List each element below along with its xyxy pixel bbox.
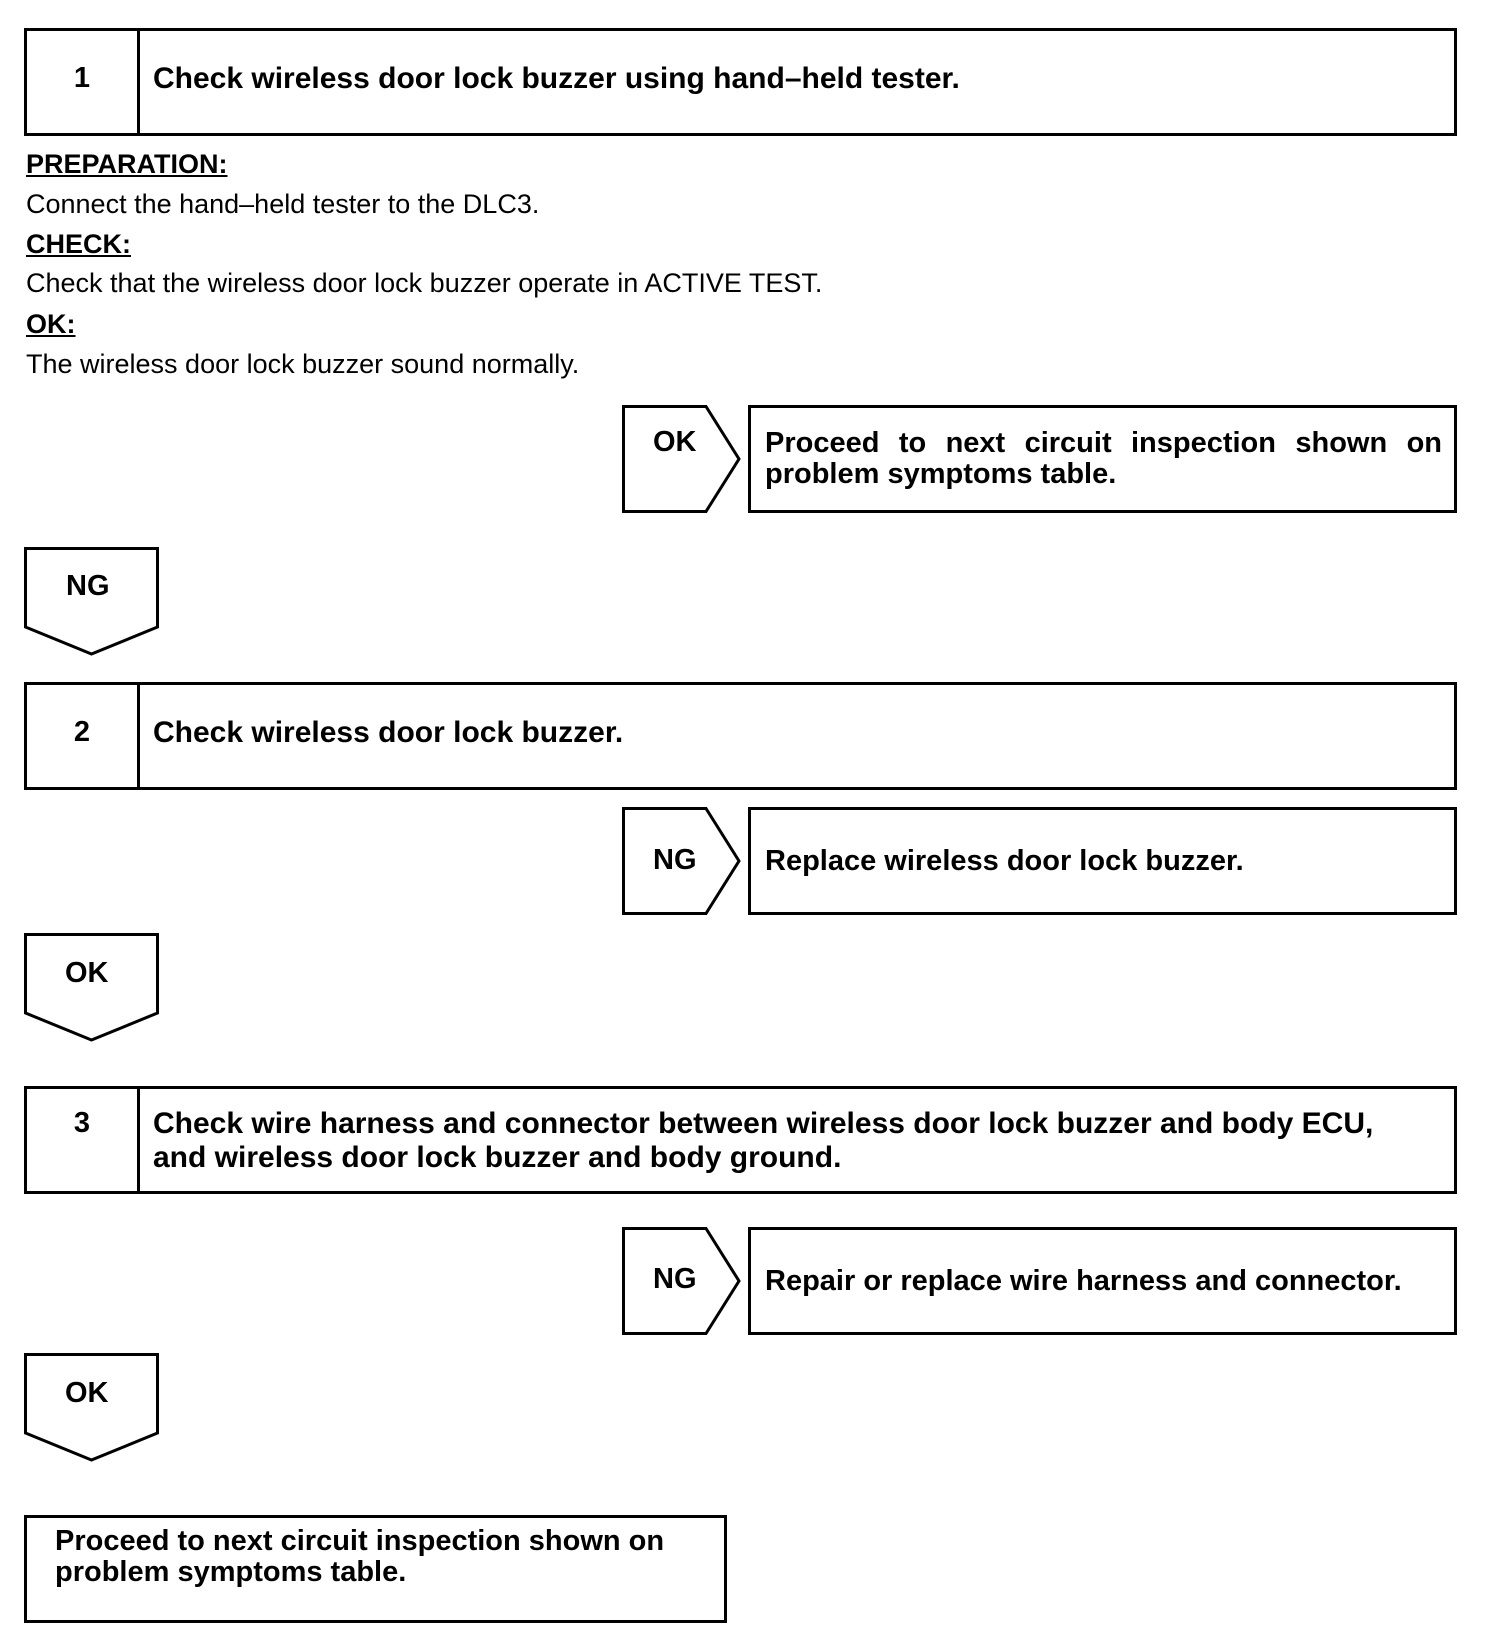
step-number: 2	[27, 685, 140, 787]
flow-label: NG	[66, 570, 110, 602]
step-2-box	[24, 682, 1457, 790]
flow-label: OK	[65, 957, 109, 989]
final-result-box: Proceed to next circuit inspection shown on problem symptoms table.	[24, 1515, 727, 1623]
step-3-box	[24, 1086, 1457, 1194]
check-text: Check that the wireless door lock buzzer operate in ACTIVE TEST.	[26, 268, 823, 298]
preparation-label: PREPARATION:	[26, 149, 228, 179]
branch-label: NG	[653, 844, 697, 876]
flow-label: OK	[65, 1377, 109, 1409]
step-number: 1	[27, 31, 140, 133]
preparation-text: Connect the hand–held tester to the DLC3.	[26, 189, 540, 219]
ok-label: OK:	[26, 309, 76, 339]
step-title: Check wireless door lock buzzer using hand–held tester.	[153, 62, 960, 95]
branch-result-box: Replace wireless door lock buzzer.	[748, 807, 1457, 915]
step-number: 3	[27, 1089, 140, 1191]
ok-text: The wireless door lock buzzer sound normally.	[26, 349, 580, 379]
branch-result-box: Repair or replace wire harness and connector.	[748, 1227, 1457, 1335]
branch-label: NG	[653, 1263, 697, 1295]
branch-label: OK	[653, 426, 697, 458]
branch-result-box: Proceed to next circuit inspection shown on problem symptoms table.	[748, 405, 1457, 513]
step-title: Check wireless door lock buzzer.	[153, 716, 624, 749]
right-arrow-icon	[622, 405, 742, 513]
step-1-box	[24, 28, 1457, 136]
step-title: Check wire harness and connector between wireless door lock buzzer and body ECU, and wireless door lock buzzer and body ground.	[153, 1107, 1374, 1174]
check-label: CHECK:	[26, 229, 131, 259]
